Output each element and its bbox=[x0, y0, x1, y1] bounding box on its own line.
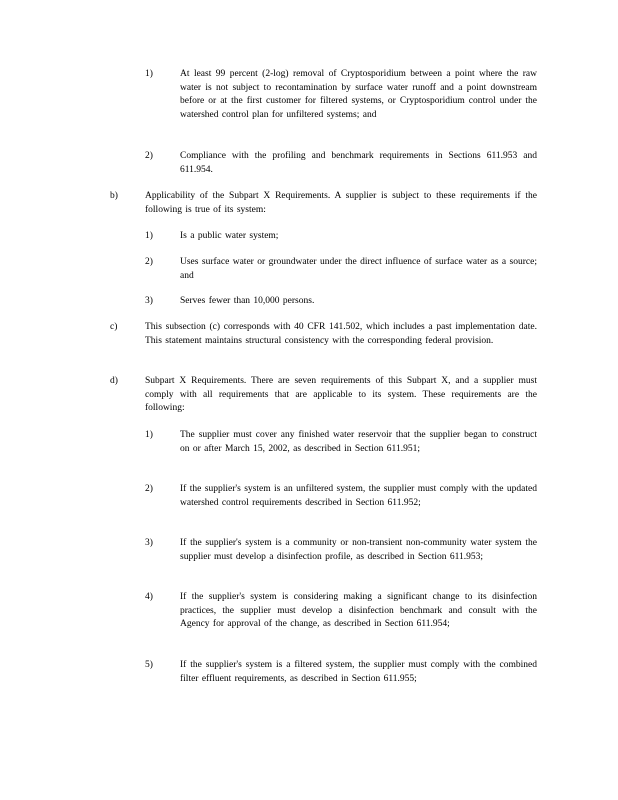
item-label: 3) bbox=[145, 296, 153, 306]
item-text: Is a public water system; bbox=[180, 231, 279, 241]
item-label: c) bbox=[110, 322, 118, 332]
item-label: 2) bbox=[145, 151, 153, 161]
item-text: If the supplier's system is a filtered system, the supplier must comply with the combined filter effluent requirements, as described in Section 611.955; bbox=[180, 660, 537, 684]
item-label: 4) bbox=[145, 592, 153, 602]
item-text: Serves fewer than 10,000 persons. bbox=[180, 296, 315, 306]
item-text: At least 99 percent (2-log) removal of Cryptosporidium between a point where the raw water is not subject to recontamination by surface water runoff and a point downstream before or at the first customer for filtered systems, or Cryptosporidium control under the watershed control plan for unfiltered systems; and bbox=[180, 69, 537, 120]
item-text: If the supplier's system is a community or non-transient non-community water system the supplier must develop a disinfection profile, as described in Section 611.953; bbox=[180, 538, 537, 562]
item-text: If the supplier's system is an unfiltered system, the supplier must comply with the updated watershed control requirements described in Section 611.952; bbox=[180, 484, 537, 508]
item-label: 1) bbox=[145, 430, 153, 440]
item-text: The supplier must cover any finished water reservoir that the supplier began to construct on or after March 15, 2002, as described in Section 611.951; bbox=[180, 430, 537, 454]
item-text: This subsection (c) corresponds with 40 CFR 141.502, which includes a past implementation date. This statement maintains structural consistency with the corresponding federal provision. bbox=[145, 322, 537, 346]
item-label: 1) bbox=[145, 69, 153, 79]
item-text: Applicability of the Subpart X Requirements. A supplier is subject to these requirements if the following is true of its system: bbox=[145, 191, 537, 215]
item-label: d) bbox=[110, 376, 118, 386]
item-text: Subpart X Requirements. There are seven requirements of this Subpart X, and a supplier must comply with all requirements that are applicable to its system. These requirements are the following: bbox=[145, 376, 537, 413]
item-text: Uses surface water or groundwater under the direct influence of surface water as a source; and bbox=[180, 257, 537, 281]
item-label: b) bbox=[110, 191, 118, 201]
item-label: 5) bbox=[145, 660, 153, 670]
item-label: 2) bbox=[145, 257, 153, 267]
item-text: If the supplier's system is considering making a significant change to its disinfection practices, the supplier must develop a disinfection benchmark and consult with the Agency for approval of the change, as described in Section 611.954; bbox=[180, 592, 537, 629]
item-text: Compliance with the profiling and benchmark requirements in Sections 611.953 and 611.954. bbox=[180, 151, 537, 175]
item-label: 3) bbox=[145, 538, 153, 548]
item-label: 2) bbox=[145, 484, 153, 494]
item-label: 1) bbox=[145, 231, 153, 241]
